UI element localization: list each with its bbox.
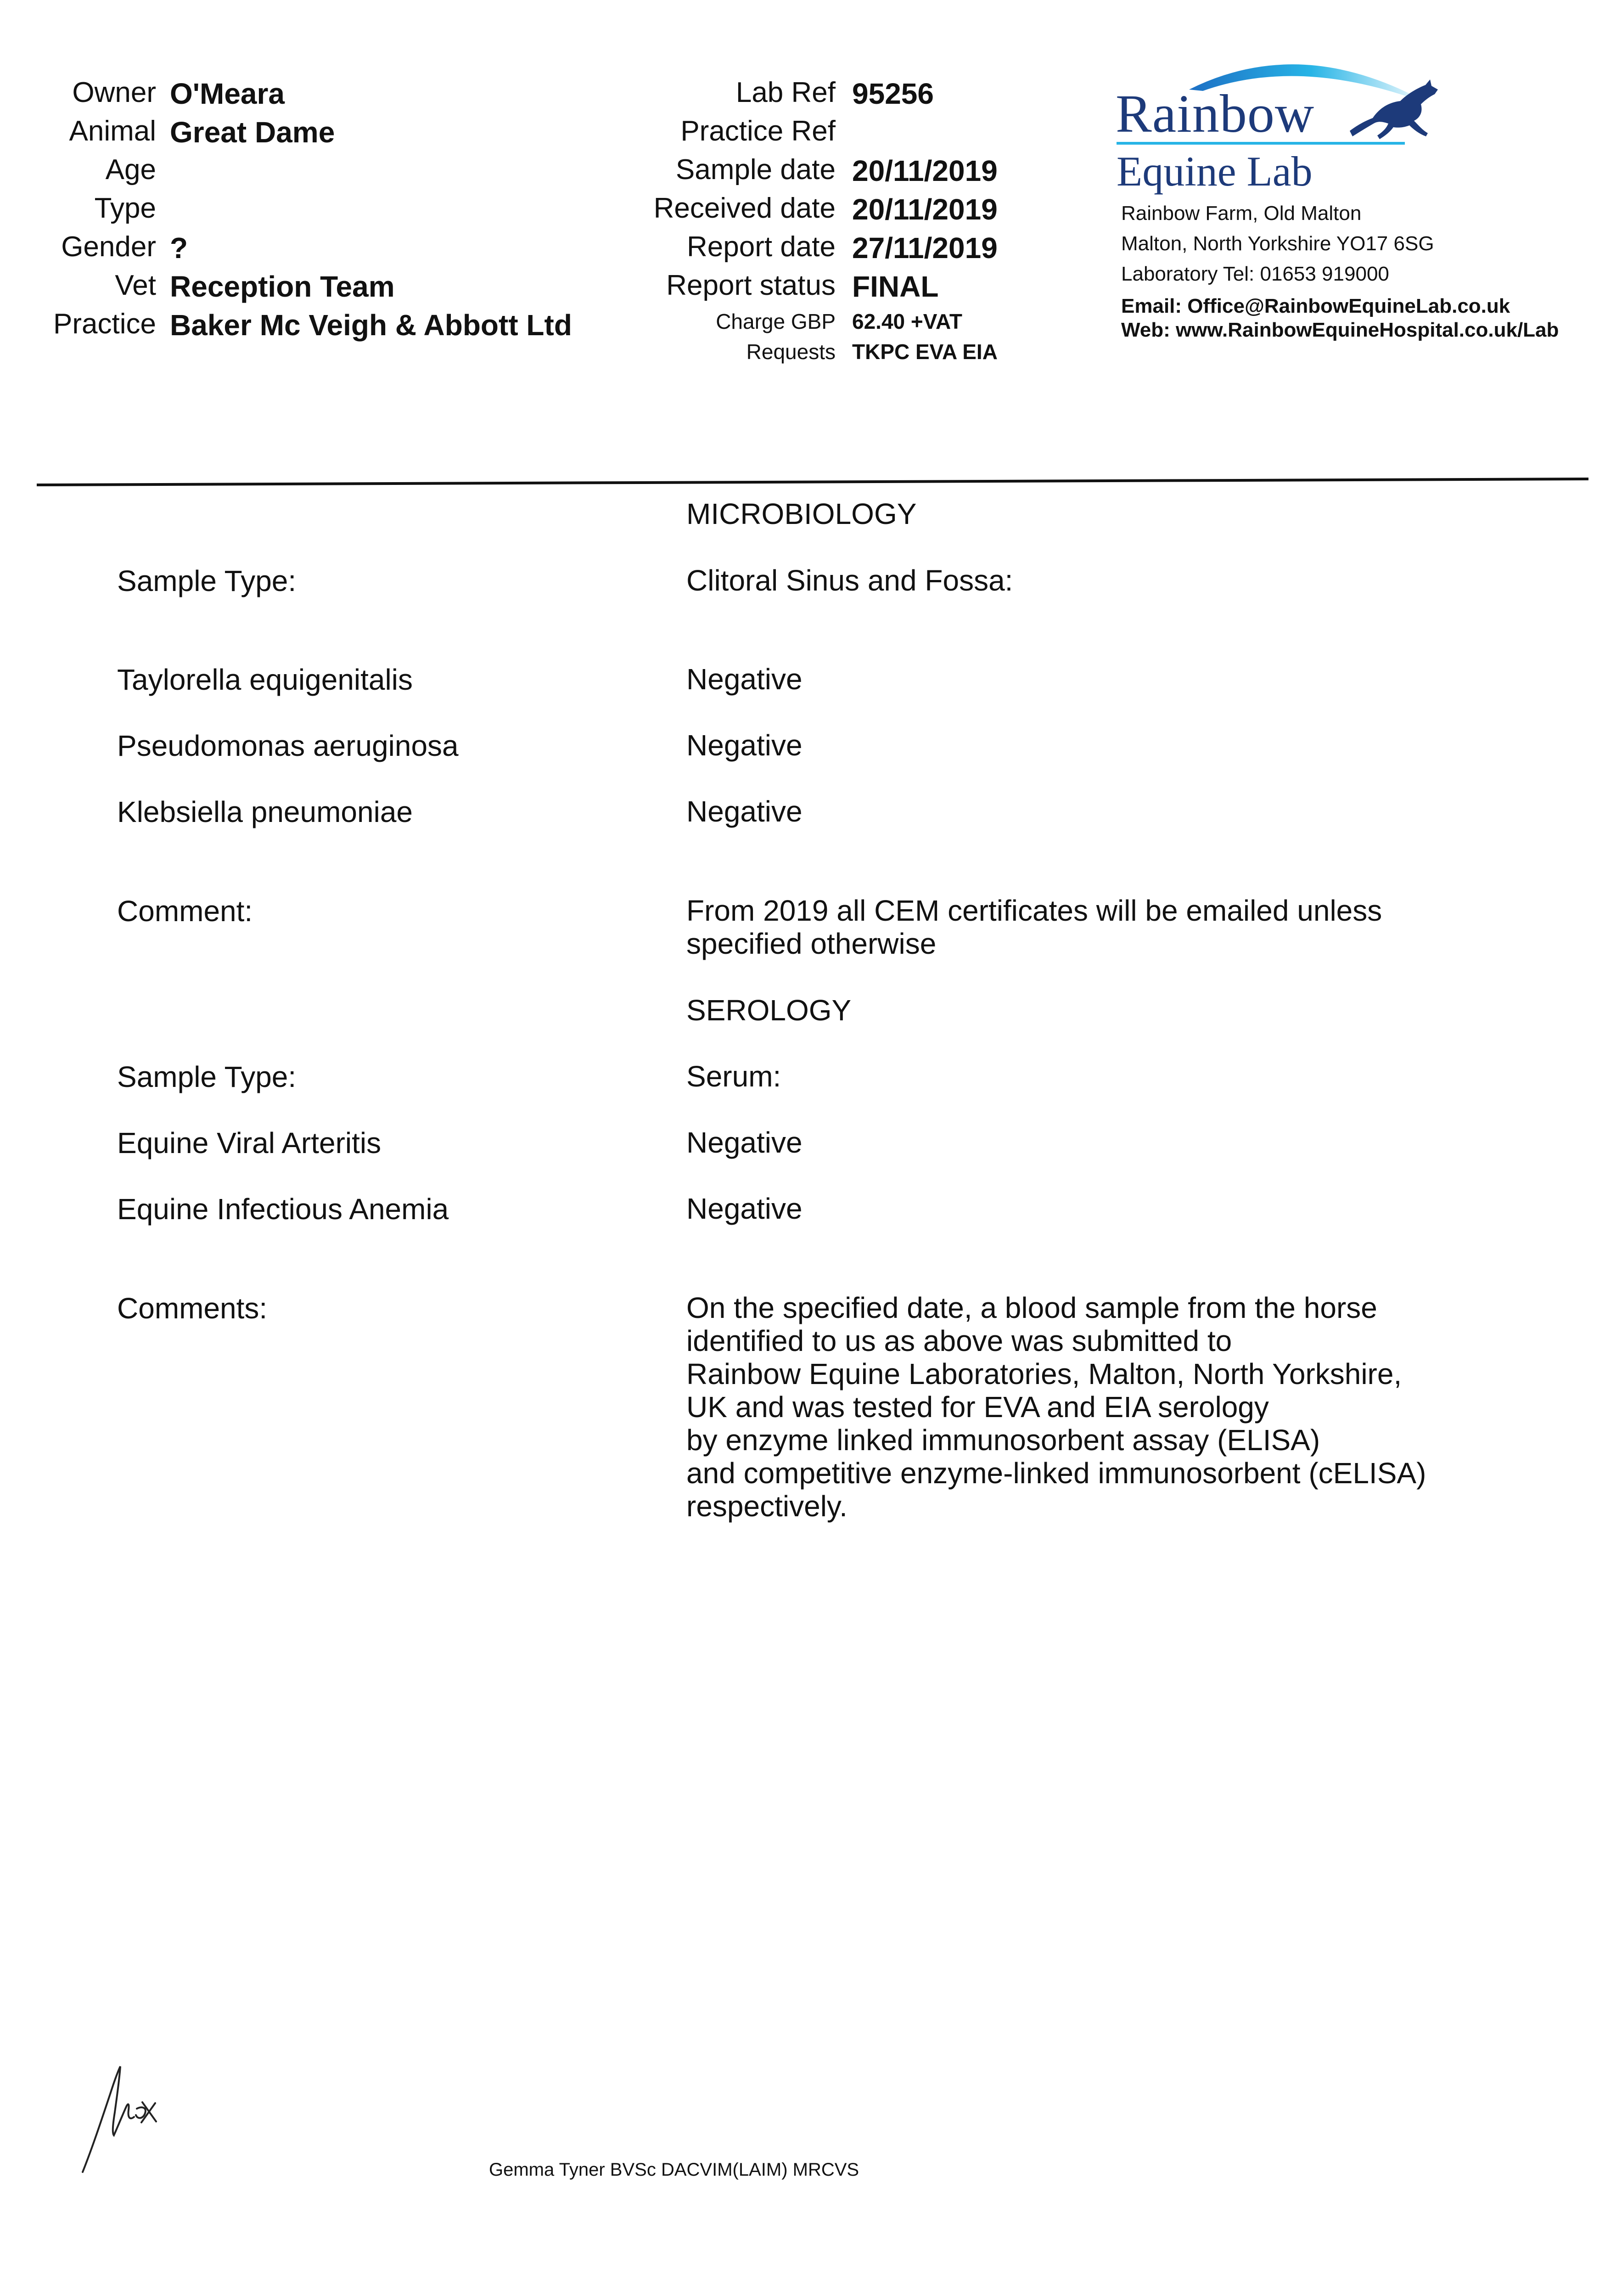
micro-comment-text (686, 894, 1382, 960)
sero-comment-line: respectively. (686, 1490, 847, 1523)
result-label-pseudomonas: Pseudomonas aeruginosa (117, 729, 459, 762)
result-label-klebsiella: Klebsiella pneumoniae (117, 795, 413, 828)
result-label-eia: Equine Infectious Anemia (117, 1193, 449, 1226)
sample-date-label: Sample date (675, 154, 836, 186)
charge-value: 62.40 +VAT (852, 310, 962, 333)
microbiology-title: MICROBIOLOGY (686, 497, 917, 530)
signatory-name: Gemma Tyner BVSc DACVIM(LAIM) MRCVS (489, 2160, 859, 2180)
result-value-eva: Negative (686, 1126, 803, 1159)
lab-telephone: Laboratory Tel: 01653 919000 (1121, 263, 1389, 285)
animal-value: Great Dame (170, 116, 335, 149)
report-date-label: Report date (687, 231, 836, 263)
type-label: Type (94, 192, 156, 224)
sero-comment-line: identified to us as above was submitted to (686, 1324, 1232, 1357)
report-status-label: Report status (666, 270, 836, 301)
sero-sample-type-value: Serum: (686, 1060, 781, 1093)
lab-address-line2: Malton, North Yorkshire YO17 6SG (1121, 232, 1434, 255)
micro-sample-type-value: Clitoral Sinus and Fossa: (686, 564, 1013, 597)
sample-date-value: 20/11/2019 (852, 154, 998, 187)
vet-value: Reception Team (170, 270, 395, 303)
practice-value: Baker Mc Veigh & Abbott Ltd (170, 309, 572, 342)
practice-label: Practice (53, 308, 156, 340)
signature-icon (78, 2048, 179, 2177)
practice-ref-label: Practice Ref (680, 115, 836, 147)
age-label: Age (105, 154, 156, 186)
lab-email: Email: Office@RainbowEquineLab.co.uk (1121, 295, 1510, 317)
lab-ref-value: 95256 (852, 77, 934, 110)
sero-comment-line: by enzyme linked immunosorbent assay (ELISA) (686, 1424, 1320, 1457)
animal-label: Animal (69, 115, 156, 147)
sero-comment-line: and competitive enzyme-linked immunosorbent (cELISA) (686, 1457, 1426, 1490)
micro-sample-type-label: Sample Type: (117, 564, 297, 597)
gender-label: Gender (61, 231, 156, 263)
sero-comment-line: Rainbow Equine Laboratories, Malton, North Yorkshire, (686, 1357, 1402, 1390)
result-value-klebsiella: Negative (686, 795, 803, 828)
report-date-value: 27/11/2019 (852, 231, 998, 264)
requests-value: TKPC EVA EIA (852, 340, 998, 364)
result-value-taylorella: Negative (686, 663, 803, 696)
header-divider (37, 478, 1588, 486)
sero-comment-line: UK and was tested for EVA and EIA serology (686, 1390, 1269, 1424)
logo-wordmark-equine-lab: Equine Lab (1117, 148, 1313, 195)
sero-comments-text (686, 1291, 1426, 1523)
received-date-value: 20/11/2019 (852, 193, 998, 226)
logo-wordmark-rainbow: Rainbow (1116, 84, 1315, 144)
lab-website: Web: www.RainbowEquineHospital.co.uk/Lab (1121, 319, 1559, 341)
requests-label: Requests (746, 340, 836, 364)
micro-comment-line: specified otherwise (686, 927, 937, 960)
result-value-pseudomonas: Negative (686, 729, 803, 762)
micro-comment-line: From 2019 all CEM certificates will be emailed unless (686, 894, 1382, 927)
sero-comments-label: Comments: (117, 1292, 268, 1325)
charge-label: Charge GBP (716, 310, 836, 333)
micro-comment-label: Comment: (117, 895, 253, 928)
serology-title: SEROLOGY (686, 994, 852, 1027)
rainbow-equine-lab-logo (1111, 37, 1469, 202)
result-value-eia: Negative (686, 1192, 803, 1225)
owner-value: O'Meara (170, 77, 285, 110)
result-label-taylorella: Taylorella equigenitalis (117, 663, 413, 696)
vet-label: Vet (115, 270, 156, 301)
sero-sample-type-label: Sample Type: (117, 1060, 297, 1093)
received-date-label: Received date (653, 192, 836, 224)
horse-icon (1341, 76, 1442, 145)
lab-address-line1: Rainbow Farm, Old Malton (1121, 202, 1362, 225)
result-label-eva: Equine Viral Arteritis (117, 1126, 382, 1159)
gender-value: ? (170, 231, 188, 264)
sero-comment-line: On the specified date, a blood sample from the horse (686, 1291, 1377, 1324)
owner-label: Owner (72, 77, 156, 108)
lab-ref-label: Lab Ref (735, 77, 836, 108)
report-status-value: FINAL (852, 270, 939, 303)
